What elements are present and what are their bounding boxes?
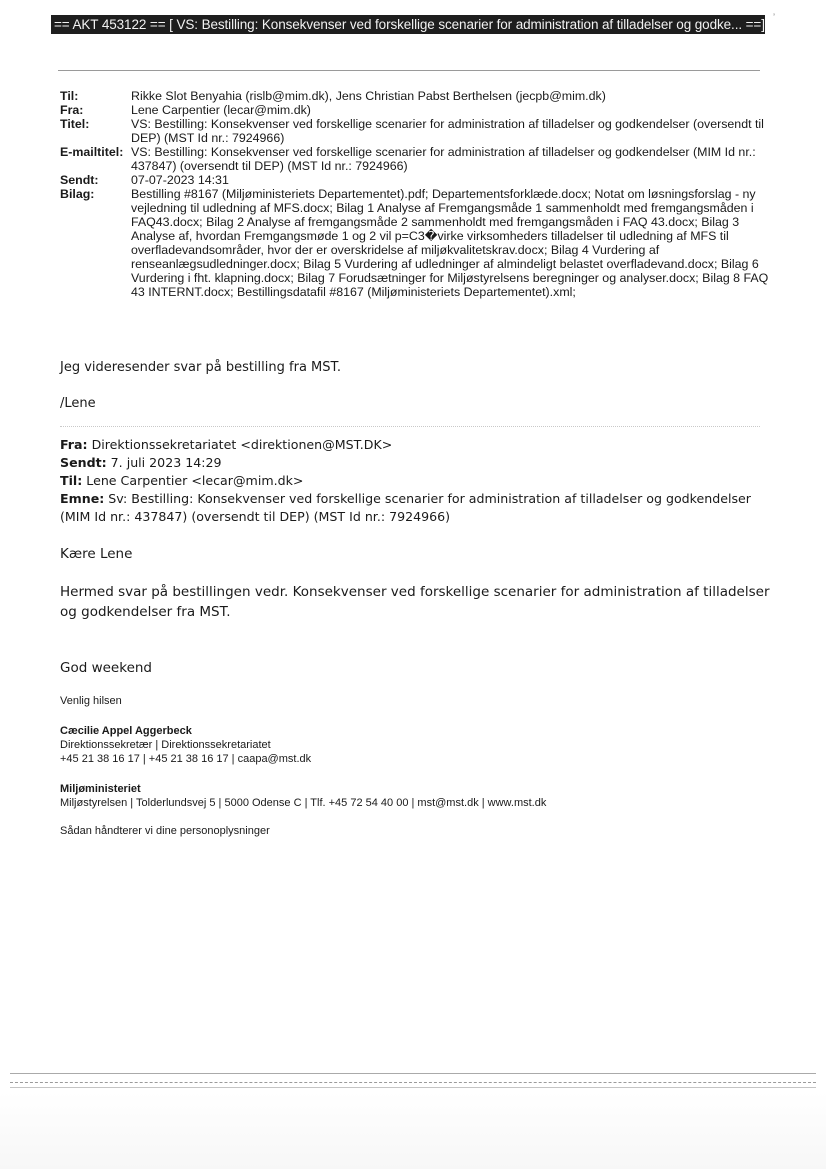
attachment-list: Bestilling #8167 (Miljøministeriets Departementet).pdf; Departementsforklæde.docx; Notat om løsningsforslag - ny vejledning til udledning af MFS.docx; Bilag 1 Analyse af Fremgangsmåde 1 sammenholdt med fremgangsmåden i FAQ43.docx; Bilag 2 Analyse af fremgangsmåde 2 sammenholdt med fremgangsmåden i FAQ 43.docx; Bilag 3 Analyse af, hvordan Fremgangsmøde 1 og 2 vil p=C3�virke virksomheders tilladelser til udledning af MFS til overfladevandsområder, hvor der er overskridelse af miljøkvalitetskrav.docx; Bilag 4 Vurdering af renseanlægsudledninger.docx; Bilag 5 Vurdering af udledninger af almindeligt belastet overfladevand.docx; Bilag 6 Vurdering i fht. klapning.docx; Bilag 7 Forudsætninger for Miljøstyrelsens beregninger og analyser.docx; Bilag 8 FAQ 43 INTERNT.docx; Bestillingsdatafil #8167 (Miljøministeriets Departementet).xml; [131,187,769,299]
header-row-title [60,117,770,145]
forwarded-sent-row [60,454,770,472]
forwarded-label: Sendt: [60,455,107,470]
header-label: Til: [60,89,79,103]
forwarded-subject-row [60,490,770,526]
header-row-from [60,103,770,117]
footer-line [10,1073,816,1074]
header-label: Sendt: [60,173,99,187]
privacy-link[interactable]: Sådan håndterer vi dine personoplysninger [60,825,270,837]
closing: God weekend [60,660,153,676]
forwarded-header [60,436,770,526]
header-row-to [60,89,770,103]
regards: Venlig hilsen [60,695,122,707]
header-label: Titel: [60,117,90,131]
footer-line [10,1082,816,1083]
forwarded-to: Lene Carpentier <lecar@mim.dk> [86,473,304,488]
header-value: VS: Bestilling: Konsekvenser ved forskellige scenarier for administration af tilladelser og godkendelser (oversendt til DEP) (MST Id nr.: 7924966) [131,117,764,145]
header-divider [58,70,760,71]
header-value: 07-07-2023 14:31 [131,173,229,187]
forwarded-label: Emne: [60,491,105,506]
forwarded-to-row [60,472,770,490]
greeting: Kære Lene [60,546,133,562]
signature-contact: +45 21 38 16 17 | +45 21 38 16 17 | caapa@mst.dk [60,753,312,765]
header-row-email-title [60,145,770,173]
signature-org: Miljøministeriet [60,783,141,795]
signature-address: Miljøstyrelsen | Tolderlundsvej 5 | 5000 Odense C | Tlf. +45 72 54 40 00 | mst@mst.dk | www.mst.dk [60,797,547,809]
document-id-banner: == AKT 453122 == [ VS: Bestilling: Konsekvenser ved forskellige scenarier for administration af tilladelser og godke... ==] [51,15,765,34]
header-label: Bilag: [60,187,95,201]
scan-speck: ’ [773,12,775,22]
header-value: VS: Bestilling: Konsekvenser ved forskellige scenarier for administration af tilladelser og godkendelser (MIM Id nr.: 437847) (oversendt til DEP) (MST Id nr.: 7924966) [131,145,756,173]
signature-name: Cæcilie Appel Aggerbeck [60,725,192,737]
signoff-text: /Lene [60,396,96,411]
footer-line [10,1087,816,1088]
forwarded-label: Fra: [60,437,88,452]
signature-title: Direktionssekretær | Direktionssekretariatet [60,739,271,751]
header-label: Fra: [60,103,84,117]
header-value: Rikke Slot Benyahia (rislb@mim.dk), Jens Christian Pabst Berthelsen (jecpb@mim.dk) [131,89,606,103]
email-header [60,89,770,299]
forwarded-from: Direktionssekretariatet <direktionen@MST.DK> [91,437,393,452]
scan-footer-shade [0,1092,826,1169]
header-row-sent [60,173,770,187]
intro-text: Jeg videresender svar på bestilling fra MST. [60,360,342,375]
forwarded-from-row [60,436,770,454]
header-row-attachments [60,187,770,299]
message-body: Hermed svar på bestillingen vedr. Konsekvenser ved forskellige scenarier for administration af tilladelser og godkendelser fra MST. [60,584,770,620]
forwarded-subject: Sv: Bestilling: Konsekvenser ved forskellige scenarier for administration af tilladelser og godkendelser (MIM Id nr.: 437847) (oversendt til DEP) (MST Id nr.: 7924966) [60,491,751,524]
header-value: Lene Carpentier (lecar@mim.dk) [131,103,311,117]
header-label: E-mailtitel: [60,145,124,159]
forward-divider [60,426,760,427]
forwarded-label: Til: [60,473,83,488]
forwarded-sent: 7. juli 2023 14:29 [110,455,222,470]
